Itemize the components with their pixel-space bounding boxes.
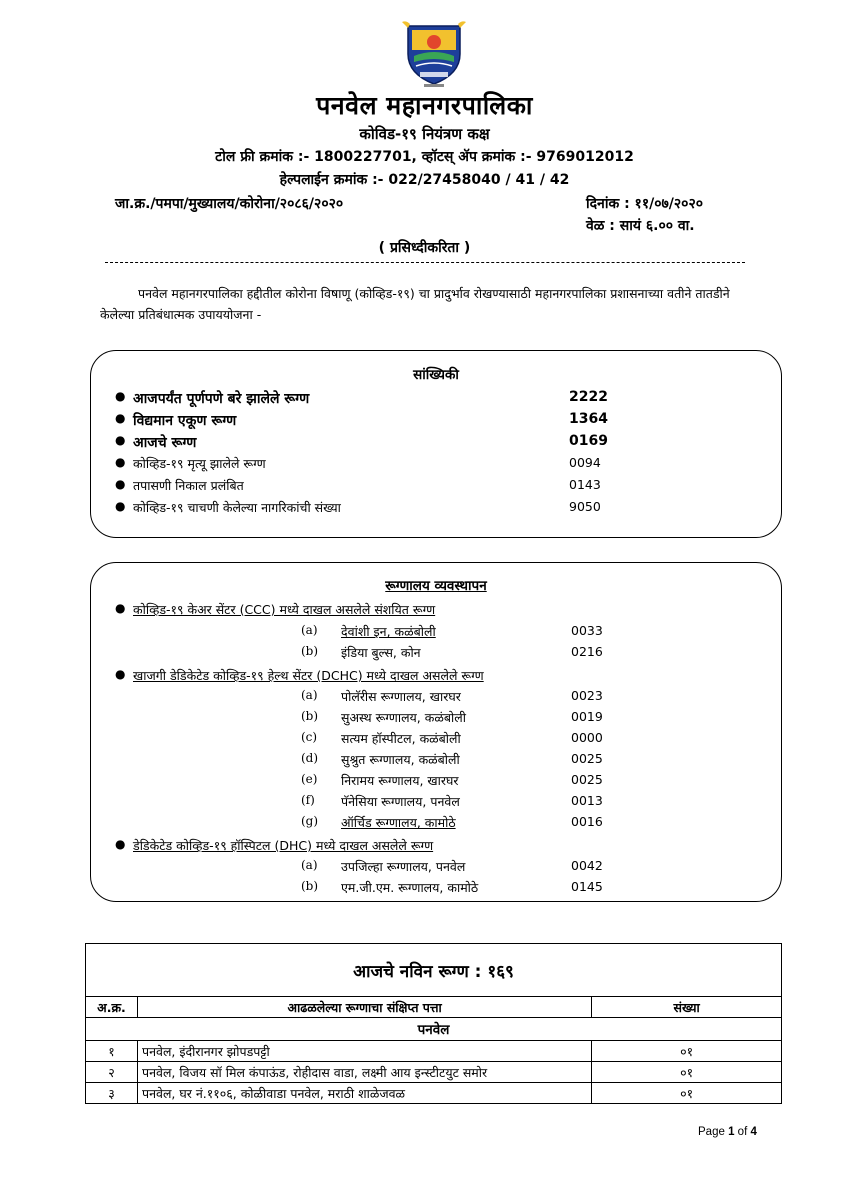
municipal-emblem-logo xyxy=(398,20,470,90)
cell-address: पनवेल, घर नं.११०६, कोळीवाडा पनवेल, मराठी शाळेजवळ xyxy=(137,1083,591,1104)
entry-value: 0025 xyxy=(571,751,603,766)
stat-label: विद्यमान एकूण रूग्ण xyxy=(133,413,237,429)
stat-row-deaths xyxy=(91,455,781,477)
hospital-entry xyxy=(91,772,781,792)
entry-name: उपजिल्हा रूग्णालय, पनवेल xyxy=(341,859,466,874)
stat-label: तपासणी निकाल प्रलंबित xyxy=(133,478,244,493)
group-title: डेडिकेटेड कोव्हिड-१९ हॉस्पिटल (DHC) मध्ये दाखल असलेले रूग्ण xyxy=(133,838,434,853)
entry-letter: (b) xyxy=(301,709,319,723)
group-ccc xyxy=(91,601,781,621)
hospital-entry xyxy=(91,644,781,664)
page-current: 1 xyxy=(728,1126,735,1138)
group-title: खाजगी डेडिकेटेड कोव्हिड-१९ हेल्थ सेंटर (DCHC) मध्ये दाखल असलेले रूग्ण xyxy=(133,668,484,683)
hospital-management-box xyxy=(90,562,782,902)
entry-letter: (d) xyxy=(301,751,319,765)
entry-name: निरामय रूग्णालय, खारघर xyxy=(341,773,459,788)
entry-name: ऑर्चिड रूग्णालय, कामोठे xyxy=(341,815,456,830)
page-number xyxy=(698,1126,757,1138)
entry-name: पॅनेसिया रूग्णालय, पनवेल xyxy=(341,794,460,809)
entry-name: सुश्रुत रूग्णालय, कळंबोली xyxy=(341,752,460,767)
new-cases-heading: आजचे नविन रूग्ण : १६९ xyxy=(86,944,782,997)
entry-value: 0000 xyxy=(571,730,603,745)
column-header-serial: अ.क्र. xyxy=(86,997,138,1018)
entry-name: एम.जी.एम. रूग्णालय, कामोठे xyxy=(341,880,479,895)
bullet-icon: ● xyxy=(115,477,126,491)
new-cases-table xyxy=(85,943,782,1104)
hospital-entry xyxy=(91,814,781,834)
intro-paragraph: पनवेल महानगरपालिका हद्दीतील कोरोना विषाणू (कोव्हिड-१९) चा प्रादुर्भाव रोखण्यासाठी महानगरपालिका प्रशासनाच्या वतीने तातडीने केलेल्या प्रतिबंधात्मक उपाययोजना - xyxy=(100,286,730,322)
stat-value: 0169 xyxy=(569,433,608,449)
stat-row-tested xyxy=(91,499,781,521)
entry-name: देवांशी इन, कळंबोली xyxy=(341,624,436,639)
document-time: वेळ : सायं ६.०० वा. xyxy=(586,218,695,234)
cell-serial: १ xyxy=(86,1041,138,1062)
stat-row-recovered xyxy=(91,389,781,411)
entry-value: 0023 xyxy=(571,688,603,703)
dashed-divider xyxy=(105,262,745,263)
cell-address: पनवेल, विजय सॉ मिल कंपाऊंड, रोहीदास वाडा, लक्ष्मी आय इन्स्टीटयुट समोर xyxy=(137,1062,591,1083)
entry-letter: (f) xyxy=(301,793,315,807)
cell-serial: २ xyxy=(86,1062,138,1083)
stat-value: 2222 xyxy=(569,389,608,405)
column-header-address: आढळलेल्या रूग्णाचा संक्षिप्त पत्ता xyxy=(137,997,591,1018)
bullet-icon: ● xyxy=(115,837,126,851)
hospital-entry xyxy=(91,688,781,708)
entry-letter: (a) xyxy=(301,688,318,702)
control-room-subtitle: कोविड-१९ नियंत्रण कक्ष xyxy=(359,125,490,143)
bullet-icon: ● xyxy=(115,411,126,425)
cell-count: ०१ xyxy=(592,1062,782,1083)
entry-value: 0016 xyxy=(571,814,603,829)
entry-letter: (g) xyxy=(301,814,319,828)
cell-count: ०१ xyxy=(592,1083,782,1104)
bullet-icon: ● xyxy=(115,667,126,681)
entry-letter: (b) xyxy=(301,644,319,658)
new-cases-heading-row xyxy=(86,944,782,997)
hospital-entry xyxy=(91,730,781,750)
table-row xyxy=(86,1062,782,1083)
hospital-heading: रूग्णालय व्यवस्थापन xyxy=(385,578,487,594)
table-row xyxy=(86,1083,782,1104)
statistics-heading: सांख्यिकी xyxy=(413,367,459,383)
stat-row-pending xyxy=(91,477,781,499)
entry-value: 0033 xyxy=(571,623,603,638)
cell-count: ०१ xyxy=(592,1041,782,1062)
page-total: 4 xyxy=(750,1126,757,1138)
stat-label: आजपर्यंत पूर्णपणे बरे झालेले रूग्ण xyxy=(133,391,310,407)
stat-label: कोव्हिड-१९ चाचणी केलेल्या नागरिकांची संख्या xyxy=(133,500,341,515)
hospital-entry xyxy=(91,751,781,771)
document-date: दिनांक : ११/०७/२०२० xyxy=(586,196,704,212)
stat-value: 0094 xyxy=(569,455,601,470)
page-label: Page xyxy=(698,1126,725,1138)
group-dhc xyxy=(91,837,781,857)
hospital-entry xyxy=(91,709,781,729)
reference-number: जा.क्र./पमपा/मुख्यालय/कोरोना/२०८६/२०२० xyxy=(115,196,344,212)
entry-letter: (e) xyxy=(301,772,318,786)
entry-value: 0025 xyxy=(571,772,603,787)
page-of: of xyxy=(737,1126,748,1138)
publication-note: ( प्रसिध्दीकरिता ) xyxy=(378,240,471,256)
group-title: कोव्हिड-१९ केअर सेंटर (CCC) मध्ये दाखल असलेले संशयित रूग्ण xyxy=(133,602,436,617)
entry-value: 0013 xyxy=(571,793,603,808)
bullet-icon: ● xyxy=(115,455,126,469)
column-header-count: संख्या xyxy=(592,997,782,1018)
bullet-icon: ● xyxy=(115,601,126,615)
entry-value: 0019 xyxy=(571,709,603,724)
stat-label: आजचे रूग्ण xyxy=(133,435,197,451)
table-row xyxy=(86,1041,782,1062)
entry-value: 0042 xyxy=(571,858,603,873)
stat-row-active xyxy=(91,411,781,433)
stat-value: 1364 xyxy=(569,411,608,427)
hospital-entry xyxy=(91,879,781,899)
entry-name: सत्यम हॉस्पीटल, कळंबोली xyxy=(341,731,461,746)
entry-name: इंडिया बुल्स, कोन xyxy=(341,645,421,660)
tollfree-whatsapp-line: टोल फ्री क्रमांक :- 1800227701, व्हॉटस् ॲप क्रमांक :- 9769012012 xyxy=(215,149,634,165)
entry-value: 0216 xyxy=(571,644,603,659)
section-row-panvel xyxy=(86,1018,782,1041)
entry-letter: (a) xyxy=(301,623,318,637)
entry-letter: (b) xyxy=(301,879,319,893)
entry-letter: (a) xyxy=(301,858,318,872)
bullet-icon: ● xyxy=(115,433,126,447)
hospital-entry xyxy=(91,858,781,878)
entry-name: सुअस्थ रूग्णालय, कळंबोली xyxy=(341,710,466,725)
organization-title: पनवेल महानगरपालिका xyxy=(316,91,533,120)
entry-letter: (c) xyxy=(301,730,318,744)
entry-value: 0145 xyxy=(571,879,603,894)
hospital-entry xyxy=(91,623,781,643)
hospital-entry xyxy=(91,793,781,813)
cell-address: पनवेल, इंदीरानगर झोपडपट्टी xyxy=(137,1041,591,1062)
helpline-line: हेल्पलाईन क्रमांक :- 022/27458040 / 41 / 42 xyxy=(279,172,570,188)
cell-serial: ३ xyxy=(86,1083,138,1104)
statistics-box xyxy=(90,350,782,538)
bullet-icon: ● xyxy=(115,499,126,513)
entry-name: पोलॅरीस रूग्णालय, खारघर xyxy=(341,689,461,704)
stat-row-today xyxy=(91,433,781,455)
section-title: पनवेल xyxy=(86,1018,782,1041)
group-dchc xyxy=(91,667,781,687)
column-header-row xyxy=(86,997,782,1018)
bullet-icon: ● xyxy=(115,389,126,403)
stat-label: कोव्हिड-१९ मृत्यू झालेले रूग्ण xyxy=(133,456,266,471)
stat-value: 0143 xyxy=(569,477,601,492)
stat-value: 9050 xyxy=(569,499,601,514)
